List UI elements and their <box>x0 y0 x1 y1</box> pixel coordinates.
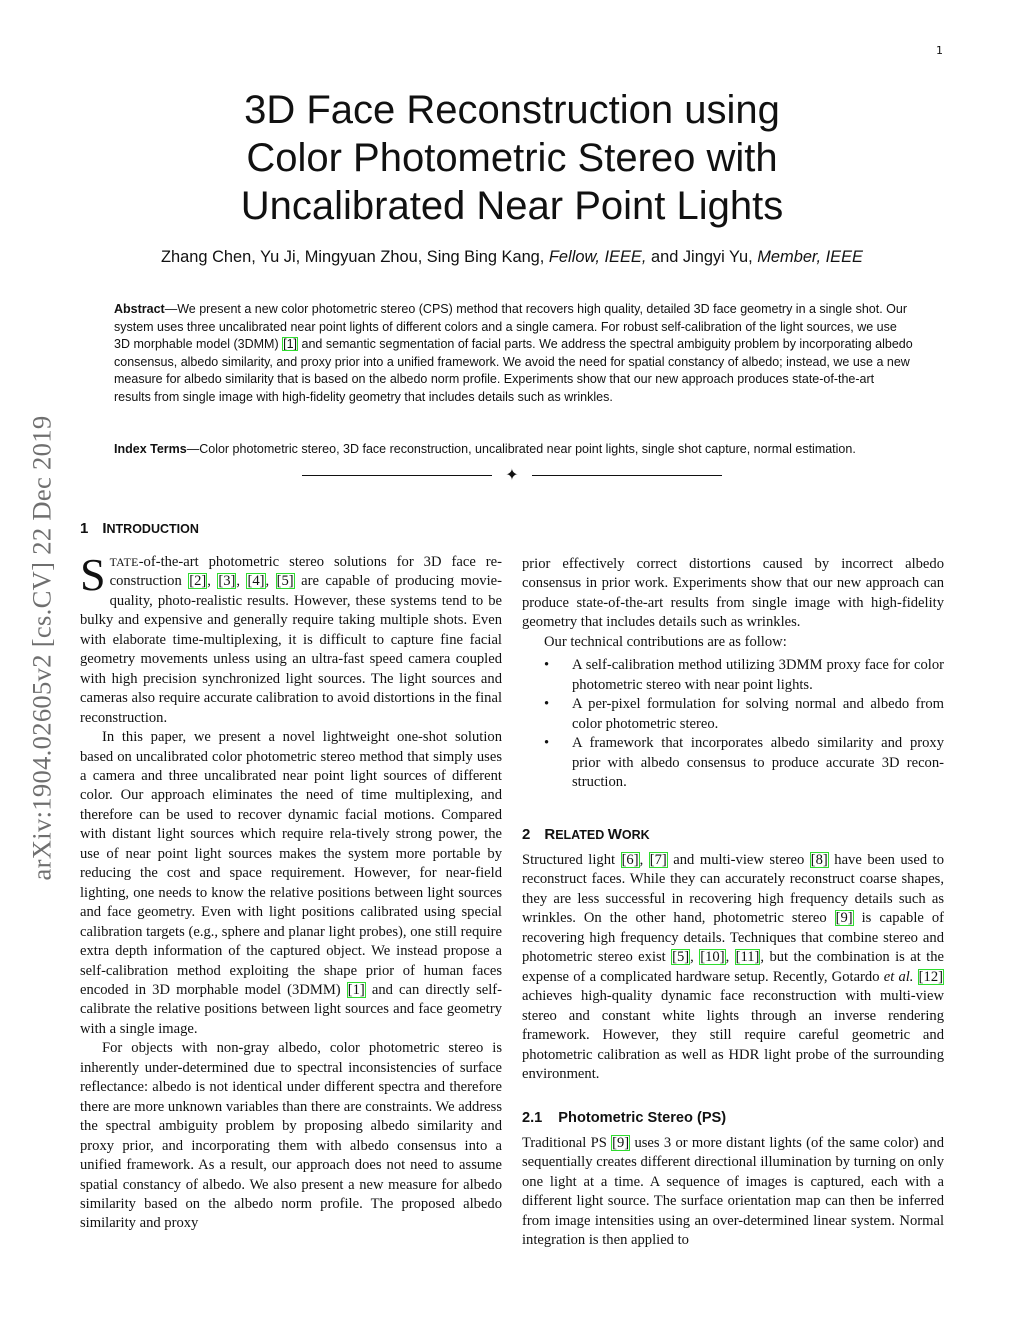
abstract-text: We present a new color photometric stereo (CPS) method that recovers high quality, detailed 3D face geometry in a single shot. Our system uses three uncalibrated near point lights of different colors and a single camera. For robust self-calibration of the light sources, we use 3D morphable model (3DMM) <box>114 302 907 351</box>
separator: , <box>690 949 700 966</box>
subsection-number: 2.1 <box>522 1110 543 1126</box>
citation-link[interactable]: [3] <box>218 573 236 590</box>
subsection-heading-photometric-stereo <box>522 1110 726 1126</box>
drop-cap: S <box>80 549 106 600</box>
paragraph: For objects with non-gray albedo, color photometric stereo is inherently under-determined due to spectral inconsistencies of surface reflectance: albedo is not identical under different spectra and therefore there are more unknown variables than there are constraints. We address the spectral ambiguity problem by proposing albedo similarity and proxy prior, and incorporating them with albedo consensus into a unified framework. As a result, our approach does not need to assume spatial constancy of albedo. We also present a new measure for albedo similarity based on the albedo norm profile. The proposed albedo similarity and proxy <box>80 1040 503 1232</box>
left-column <box>80 549 503 1234</box>
citation-link[interactable]: [8] <box>810 852 828 868</box>
citation-link[interactable]: [2] <box>189 573 207 590</box>
list-item: • A self-calibration method utilizing 3DMM proxy face for color photometric stereo with near point lights. <box>522 656 944 695</box>
paragraph-text: and multi-view stereo <box>667 852 810 868</box>
index-terms-dash: — <box>186 442 200 456</box>
paragraph-text: uses 3 or more distant lights (of the same color) and sequentially creates different directional illumination by turning on only one light at a time. A sequence of images is captured, each with a different light source. The surface orientation map can then be inferred from image intensities using an over-determined linear system. Normal integration is then applied to <box>522 1135 944 1249</box>
section-title-rest: NTRODUCTION <box>106 522 199 536</box>
paragraph: prior effectively correct distortions caused by incorrect albedo consensus in prior work. Experiments show that our new approach can produce state-of-the-art results from single image with high-fidelity geometry that includes details such as wrinkles. <box>522 556 944 631</box>
section-divider <box>302 465 722 484</box>
index-terms <box>114 441 924 459</box>
author-affiliation: Member, IEEE <box>757 248 863 266</box>
citation-link[interactable]: [11] <box>735 949 760 966</box>
section-number: 1 <box>80 520 89 537</box>
paragraph-text: , but the combination is at the expense of a complicated hardware setup. Recently, Gotardo <box>522 949 945 985</box>
paragraph: Our technical contributions are as follow: <box>544 633 787 650</box>
separator: , <box>725 949 735 966</box>
separator: , <box>265 573 276 590</box>
section-title-initial: R <box>544 826 556 843</box>
page-number: 1 <box>936 44 943 57</box>
subsection-title: Photometric Stereo (PS) <box>558 1110 727 1126</box>
title-line: Color Photometric Stereo with <box>246 136 778 180</box>
paragraph-text: is capable of recovering high frequency details. Techniques that combine stereo and photometric stereo exist <box>522 910 944 966</box>
citation-link[interactable]: [4] <box>247 573 265 590</box>
paper-title <box>150 86 874 230</box>
small-caps-text: TATE <box>109 555 139 569</box>
separator: , <box>639 852 649 868</box>
citation-link[interactable]: [1] <box>283 337 298 351</box>
list-item: • A framework that incorporates albedo similarity and proxy prior with albedo consensus to produce accurate 3D recon-struction. <box>522 734 944 792</box>
photometric-stereo-text <box>522 1134 944 1251</box>
paragraph-text: In this paper, we present a novel lightweight one-shot solution based on uncalibrated color photometric stereo method that simply uses a camera and three uncalibrated near point light sources of different color. Our approach eliminates the need of time multiplexing, and therefore can be used to recover dynamic facial motions. Compared with distant light sources which require rela-tively strong power, the use of near point light sources makes the system more portable by reducing the cost and space requirement. However, for near-field lighting, one needs to know the relative positions between light sources and face geometry. Even with light positions calibrated using special calibration targets (e.g., sphere and planar light probes), one still require extra depth information of the captured object. We instead propose a self-calibration method exploiting the shape prior of human faces encoded in 3D morphable model (3DMM) <box>80 729 502 998</box>
section-number: 2 <box>522 826 531 843</box>
arxiv-identifier: arXiv:1904.02605v2 [cs.CV] 22 Dec 2019 <box>26 415 57 881</box>
paragraph-text: achieves high-quality dynamic face reconstruction with multi-view stereo and constant white lights through an inverse rendering framework. However, they still require careful geometric and photometric calibration as well as HDR light probe of the surrounding environment. <box>522 988 944 1082</box>
abstract-label: Abstract <box>114 302 165 316</box>
author-names: and Jingyi Yu, <box>646 248 758 266</box>
index-terms-label: Index Terms <box>114 442 187 456</box>
citation-link[interactable]: [12] <box>918 968 943 985</box>
citation-link[interactable]: [5] <box>276 573 294 590</box>
paragraph <box>80 549 502 728</box>
paragraph <box>522 851 944 1084</box>
author-names: Zhang Chen, Yu Ji, Mingyuan Zhou, Sing Bing Kang, <box>161 248 549 266</box>
title-line: Uncalibrated Near Point Lights <box>240 184 784 228</box>
section-title-rest: ORK <box>621 828 650 842</box>
citation-link[interactable]: [6] <box>621 852 639 868</box>
paragraph-text: Traditional PS <box>522 1135 612 1151</box>
paragraph-text: are capable of producing movie-quality, photo-realistic results. However, these systems tend to be bulky and expensive and generally require taking multiple shots. Even with elaborate time-multiplexing, it is difficult to capture fine facial geometry movements unless using an ultra-fast speed camera coupled with high precision synchronized light sources. The light sources and cameras also require accurate calibration to avoid distortions in the final reconstruction. <box>80 573 502 726</box>
abstract-dash: — <box>164 302 178 316</box>
paragraph-text: and can directly self-calibrate the relative positions between light sources and face geometry with a single image. <box>80 981 502 1037</box>
citation-link[interactable]: [10] <box>700 949 725 966</box>
citation-link[interactable]: [7] <box>649 852 667 868</box>
section-title-initial: I <box>102 520 107 537</box>
paragraph <box>80 728 502 1039</box>
section-title-rest: ELATED <box>555 828 608 842</box>
index-terms-text: Color photometric stereo, 3D face reconstruction, uncalibrated near point lights, single shot capture, normal estimation. <box>199 442 856 456</box>
paragraph-text: -of-the-art photometric stereo solutions for 3D face re-construction <box>109 554 502 590</box>
author-affiliation: Fellow, IEEE, <box>548 248 647 266</box>
citation-link[interactable]: [9] <box>612 1135 630 1151</box>
related-work-text <box>522 851 944 1084</box>
author-list <box>90 248 934 267</box>
citation-link[interactable]: [1] <box>347 981 365 998</box>
section-title-initial: W <box>607 826 622 843</box>
paragraph <box>522 1134 944 1251</box>
section-heading-introduction <box>80 520 199 537</box>
separator: , <box>207 573 218 590</box>
divider-star-icon: ✦ <box>505 465 519 484</box>
contribution-list <box>522 656 944 792</box>
citation-link[interactable]: [9] <box>835 910 853 927</box>
abstract-text: and semantic segmentation of facial parts. We address the spectral ambiguity problem by incorporating albedo consensus, albedo similarity, and proxy prior into a unified framework. We avoid the need for spatial constancy of albedo; instead, we use a new measure for albedo similarity that is based on the albedo norm profile. Experiments show that our new approach produces state-of-the-art results from single image with high-fidelity geometry that includes details such as wrinkles. <box>114 337 913 404</box>
list-item: • A per-pixel formulation for solving normal and albedo from color photometric stereo. <box>522 695 944 734</box>
citation-link[interactable]: [5] <box>672 949 690 966</box>
section-heading-related-work <box>522 826 650 843</box>
paragraph-text: Structured light <box>522 852 621 868</box>
separator: , <box>236 573 247 590</box>
divider-line <box>532 475 722 476</box>
title-line: 3D Face Reconstruction using <box>244 88 780 132</box>
italic-text: et al. <box>883 968 914 985</box>
divider-line <box>302 475 492 476</box>
abstract <box>114 301 914 406</box>
right-column <box>522 555 944 792</box>
paragraph-text: have been used to reconstruct faces. While they can accurately reconstruct coarse shapes, they are less successful in recovering high frequency details such as wrinkles. On the other hand, photometric stereo <box>522 852 944 927</box>
